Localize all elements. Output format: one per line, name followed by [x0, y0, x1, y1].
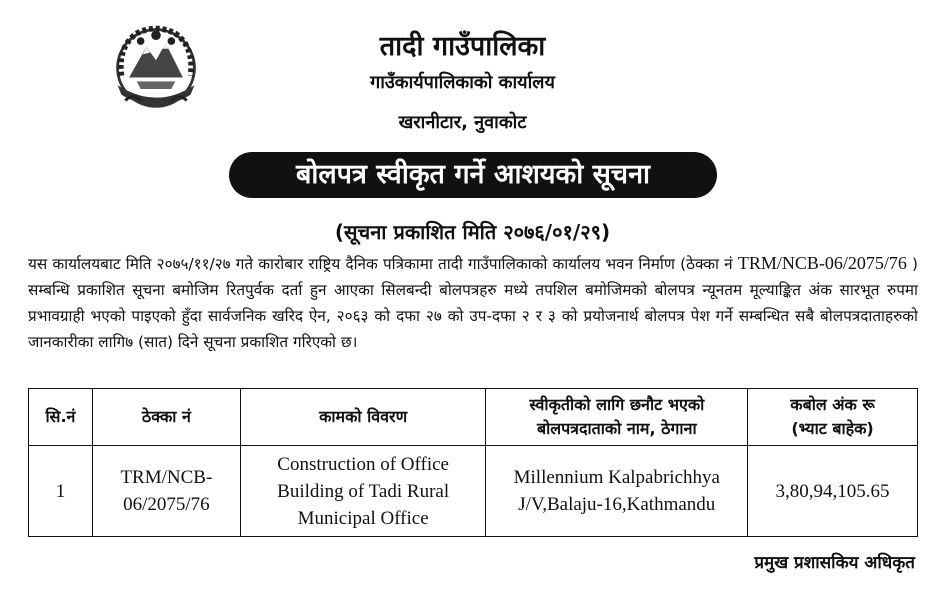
- cell-description: Construction of Office Building of Tadi Rural Municipal Office: [240, 446, 486, 537]
- header-sn: सि.नं: [29, 389, 93, 446]
- table-header-row: [29, 389, 918, 446]
- header-amount-line2: (भ्याट बाहेक): [791, 419, 874, 438]
- table-row: [29, 446, 918, 537]
- bid-table: [28, 388, 918, 537]
- header-amount: [748, 389, 918, 446]
- cell-bidder: Millennium Kalpabrichhya J/V,Balaju-16,Kathmandu: [486, 446, 748, 537]
- header-description: कामको विवरण: [240, 389, 486, 446]
- publish-date: (सूचना प्रकाशित मिति २०७६/०१/२९): [334, 220, 611, 244]
- notice-title: बोलपत्र स्वीकृत गर्ने आशयको सूचना: [229, 152, 717, 198]
- notice-body-part1: यस कार्यालयबाट मिति २०७५/११/२७ गते कारोबार राष्ट्रिय दैनिक पत्रिकामा तादी गाउँपालिकाको कार्यालय भवन निर्माण (ठेक्का नं: [28, 255, 738, 273]
- municipality-name: तादी गाउँपालिका: [379, 31, 546, 62]
- header-contract-no: ठेक्का नं: [92, 389, 240, 446]
- header-amount-line1: कबोल अंक रू: [790, 395, 875, 414]
- cell-amount: 3,80,94,105.65: [748, 446, 918, 537]
- signature-title: प्रमुख प्रशासकिय अधिकृत: [754, 553, 915, 573]
- header-bidder-line2: बोलपत्रदाताको नाम, ठेगाना: [536, 419, 697, 438]
- office-address: खरानीटार, नुवाकोट: [398, 112, 527, 133]
- header-bidder-line1: स्वीकृतीको लागि छनौट भएको: [529, 395, 705, 414]
- cell-contract-no: TRM/NCB-06/2075/76: [92, 446, 240, 537]
- header-bidder: [486, 389, 748, 446]
- notice-body: [28, 250, 918, 355]
- contract-reference: TRM/NCB-06/2075/76: [737, 253, 907, 273]
- cell-sn: 1: [29, 446, 93, 537]
- office-name: गाउँकार्यपालिकाको कार्यालय: [370, 72, 555, 93]
- notice-body-part2: ) सम्बन्धि प्रकाशित सूचना बमोजिम रितपुर्वक दर्ता हुन आएका सिलबन्दी बोलपत्रहरु मध्ये तपशिल बमोजिमको बोलपत्र न्यूनतम मूल्याङ्कित अंक सारभूत रुपमा प्रभावग्राही भएको पाइएको हुँदा सार्वजनिक खरिद ऐन, २०६३ को दफा २७ को उप-दफा २ र ३ को प्रयोजनार्थ बोलपत्र पेश गर्ने सम्बन्धित सबै बोलपत्रदाताहरुको जानकारीका लागि७ (सात) दिने सूचना प्रकाशित गरिएको छ।: [28, 255, 918, 351]
